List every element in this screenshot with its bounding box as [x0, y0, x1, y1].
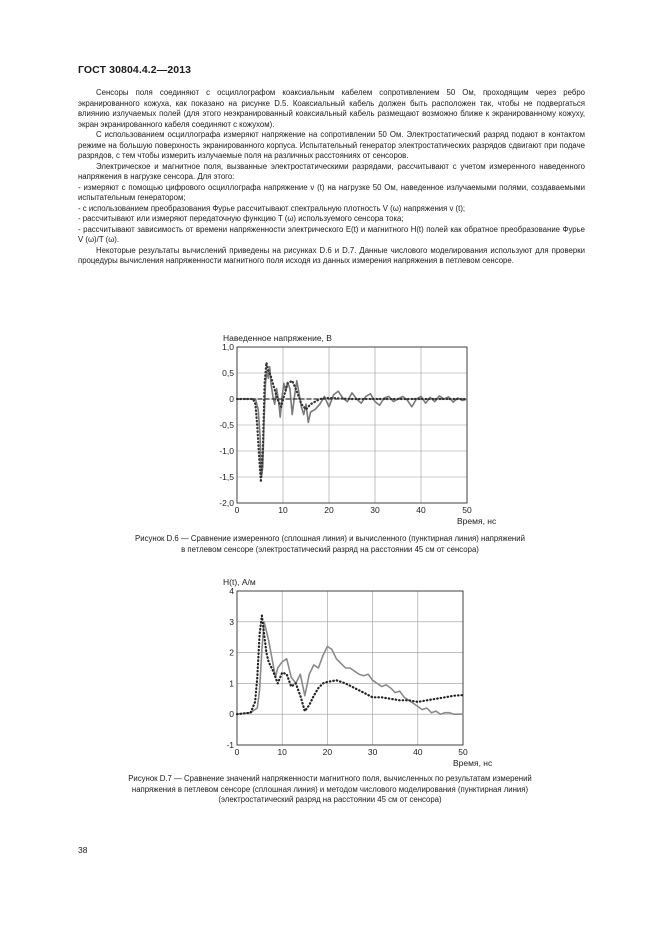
paragraph: Сенсоры поля соединяют с осциллографом коаксиальным кабелем сопротивлением 50 Ом, проходящим через ребро экранированного кожуха, как показано на рисунке D.5. Коаксиальный кабель должен быть расположен так, чтобы не подвергаться влиянию излучаемых полей (для этого неэкранированный коаксиальный кабель размещают возможно ближе к экранированному кожуху, экран экранированного кабеля соединяют с кожухом).: [78, 88, 585, 129]
page-number: 38: [78, 845, 88, 855]
caption-line: (электростатический разряд на расстоянии 45 см от сенсора): [218, 795, 442, 804]
fig-d6-y-tick-label: -1,0: [219, 446, 234, 456]
fig-d6-y-axis-label: Наведенное напряжение, В: [223, 333, 332, 343]
fig-d7-y-tick-label: -1: [226, 740, 234, 750]
fig-d6-x-tick-label: 50: [462, 505, 472, 515]
fig-d6-x-tick-label: 40: [416, 505, 426, 515]
caption-line: Рисунок D.6 — Сравнение измеренного (сплошная линия) и вычисленного (пунктирная линия) напряжений: [135, 534, 525, 543]
fig-d7-x-tick-label: 20: [322, 747, 333, 757]
list-item: - измеряют с помощью цифрового осциллографа напряжение v (t) на нагрузке 50 Ом, наведенное излучаемыми полями, создаваемыми испытательным генератором;: [78, 182, 585, 202]
fig-d6-series-line-solid: [237, 367, 467, 477]
caption-line: Рисунок D.7 — Сравнение значений напряженности магнитного поля, вычисленных по результатам измерений: [128, 774, 532, 783]
fig-d7-y-tick-label: 0: [229, 709, 234, 720]
fig-d7-y-tick-label: 3: [229, 616, 234, 627]
fig-d6-y-tick-label: -1,5: [219, 472, 234, 482]
fig-d6-x-tick-label: 20: [324, 505, 334, 515]
fig-d7-x-tick-label: 10: [277, 747, 287, 757]
list-item: - рассчитывают зависимость от времени напряженности электрического E(t) и магнитного H(t) полей как обратное преобразование Фурье V (ω)/T (ω).: [78, 224, 585, 244]
fig-d7-x-tick-label: 50: [458, 747, 468, 757]
fig-d6-x-axis-label: Время, нс: [457, 516, 497, 526]
fig-d6-y-tick-label: -2,0: [219, 498, 234, 508]
fig-d7-x-tick-label: 40: [413, 747, 423, 757]
fig-d6-y-tick-label: -0,5: [219, 420, 234, 430]
fig-d7-series-line-dotted: [237, 616, 463, 715]
fig-d6-y-tick-label: 1,0: [222, 342, 234, 352]
fig-d7-y-axis-label: H(t), А/м: [223, 577, 256, 587]
fig-d7-y-tick-label: 4: [229, 586, 234, 596]
caption-line: напряжения в петлевом сенсоре (сплошная линия) и методом числового моделирования (пунктирная линия): [131, 784, 529, 794]
paragraph: Некоторые результаты вычислений приведены на рисунках D.6 и D.7. Данные числового моделирования используют для проверки процедуры вычисления напряженности магнитного поля исходя из данных измерения напряжения в петлевом сенсоре.: [78, 245, 585, 265]
fig-d7-x-tick-label: 0: [234, 747, 240, 757]
caption-line: в петлевом сенсоре (электростатический разряд на расстоянии 45 см от сенсора): [181, 544, 479, 554]
list-item: - с использованием преобразования Фурье рассчитывают спектральную плотность V (ω) напряжения v (t);: [78, 203, 466, 213]
fig-d7-x-tick-label: 30: [367, 747, 378, 757]
figure-d7-caption: [70, 774, 590, 806]
fig-d6-x-tick-label: 10: [278, 505, 288, 515]
fig-d7-x-axis-label: Время, нс: [453, 758, 493, 768]
list-item: - рассчитывают или измеряют передаточную функцию T (ω) используемого сенсора тока;: [78, 214, 404, 223]
fig-d7-y-tick-label: 1: [229, 678, 234, 689]
paragraph: С использованием осциллографа измеряют напряжение на сопротивлении 50 Ом. Электростатический разряд подают в контактом режиме на большую поверхность экранированного корпуса. Испытательный генератор электростатических разрядов сдвигают при подаче разрядов, с тем чтобы измерить излучаемые поля на различных расстояниях от сенсоров.: [78, 130, 585, 160]
fig-d7-y-tick-label: 2: [229, 647, 234, 658]
fig-d6-series-line-dotted: [237, 363, 467, 483]
fig-d6-x-tick-label: 30: [370, 505, 380, 515]
paragraph: Электрическое и магнитное поля, вызванные электростатическими разрядами, рассчитывают с учетом измеренного наведенного напряжения в нагрузке сенсора. Для этого:: [78, 161, 585, 181]
figure-d6-caption: [80, 534, 580, 555]
fig-d6-y-tick-label: 0: [229, 394, 234, 404]
document-header: ГОСТ 30804.4.2—2013: [78, 64, 192, 76]
fig-d6-y-tick-label: 0,5: [222, 368, 234, 378]
fig-d6-x-tick-label: 0: [234, 505, 240, 515]
